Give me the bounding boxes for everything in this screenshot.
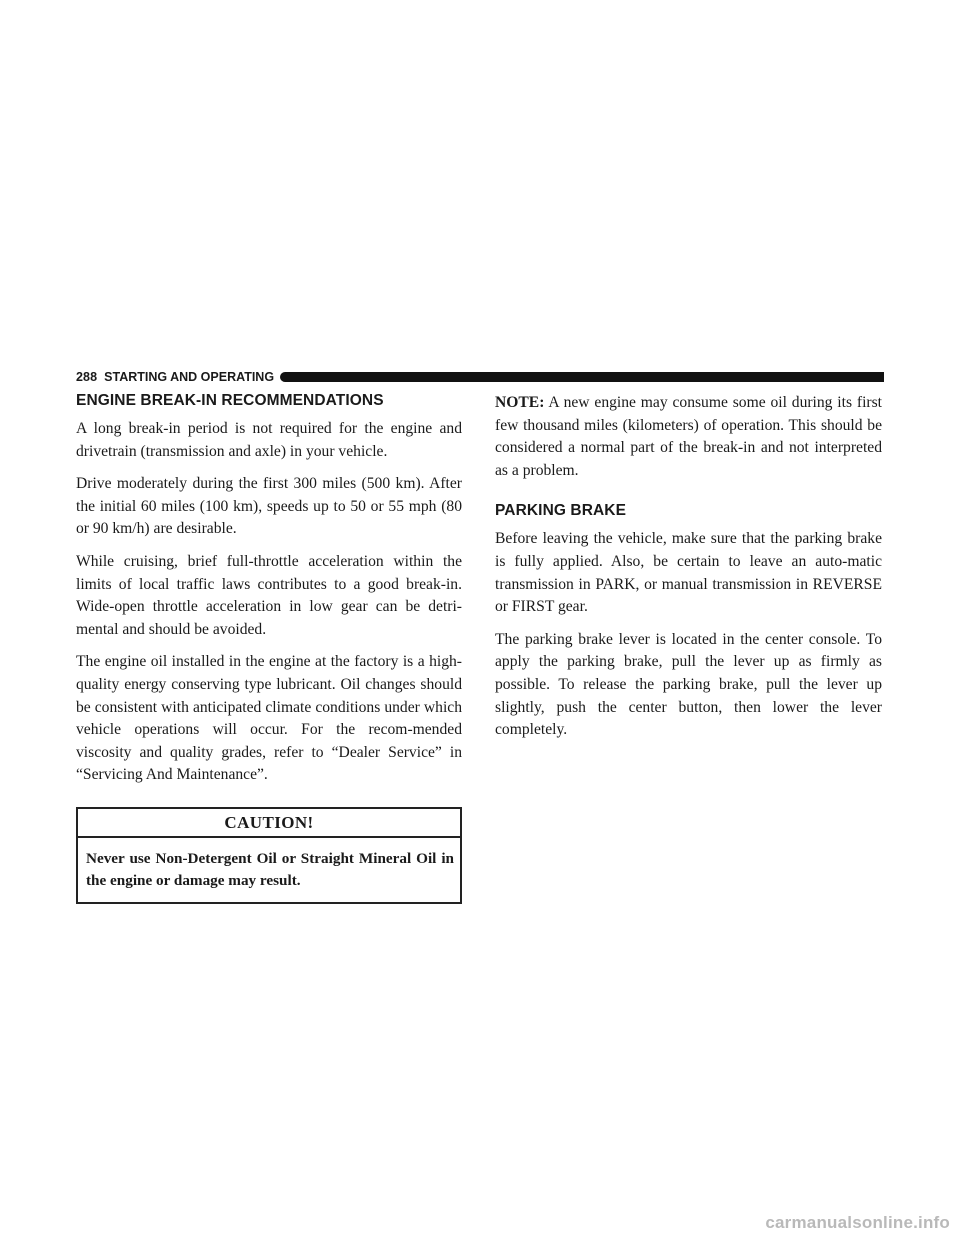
watermark: carmanualsonline.info	[765, 1213, 950, 1232]
paragraph: The parking brake lever is located in the center console. To apply the parking brake, pull the lever up as firmly as possible. To release the parking brake, pull the lever up slightly, push the center button, then lower the lever completely.	[495, 630, 882, 739]
paragraph: While cruising, brief full-throttle acceleration within the limits of local traffic laws contributes to a good break-in. Wide-open throttle acceleration in low gear can be detri-mental and should be avoided.	[76, 552, 462, 638]
caution-text: Never use Non-Detergent Oil or Straight Mineral Oil in the engine or damage may result.	[86, 849, 454, 889]
engine-break-in-heading: ENGINE BREAK-IN RECOMMENDATIONS	[76, 392, 384, 409]
caution-box	[76, 807, 462, 904]
left-column	[76, 392, 462, 904]
section-title: STARTING AND OPERATING	[104, 370, 275, 384]
paragraph: Drive moderately during the first 300 miles (500 km). After the initial 60 miles (100 km), speeds up to 50 or 55 mph (80 or 90 km/h) are desirable.	[76, 475, 462, 538]
header-rule	[280, 372, 884, 382]
note-paragraph	[495, 392, 882, 482]
parking-brake-heading: PARKING BRAKE	[495, 502, 627, 520]
page-header	[76, 369, 884, 385]
caution-title: CAUTION!	[78, 809, 460, 838]
note-text: A new engine may consume some oil during its first few thousand miles (kilometers) of operation. This should be considered a normal part of the break-in and not interpreted as a problem.	[495, 394, 882, 479]
page-number: 288	[76, 370, 98, 384]
paragraph: Before leaving the vehicle, make sure that the parking brake is fully applied. Also, be certain to leave an auto-matic transmission in PARK, or manual transmission in REVERSE or FIRST gear.	[495, 530, 882, 616]
paragraph: A long break-in period is not required for the engine and drivetrain (transmission and axle) in your vehicle.	[76, 420, 462, 460]
paragraph: The engine oil installed in the engine at the factory is a high-quality energy conserving type lubricant. Oil changes should be consistent with anticipated climate conditions under which vehicle operations will occur. For the recom-mended viscosity and quality grades, refer to “Dealer Service” in “Servicing And Maintenance”.	[76, 653, 462, 784]
right-column	[495, 392, 882, 752]
note-label: NOTE:	[495, 394, 545, 411]
